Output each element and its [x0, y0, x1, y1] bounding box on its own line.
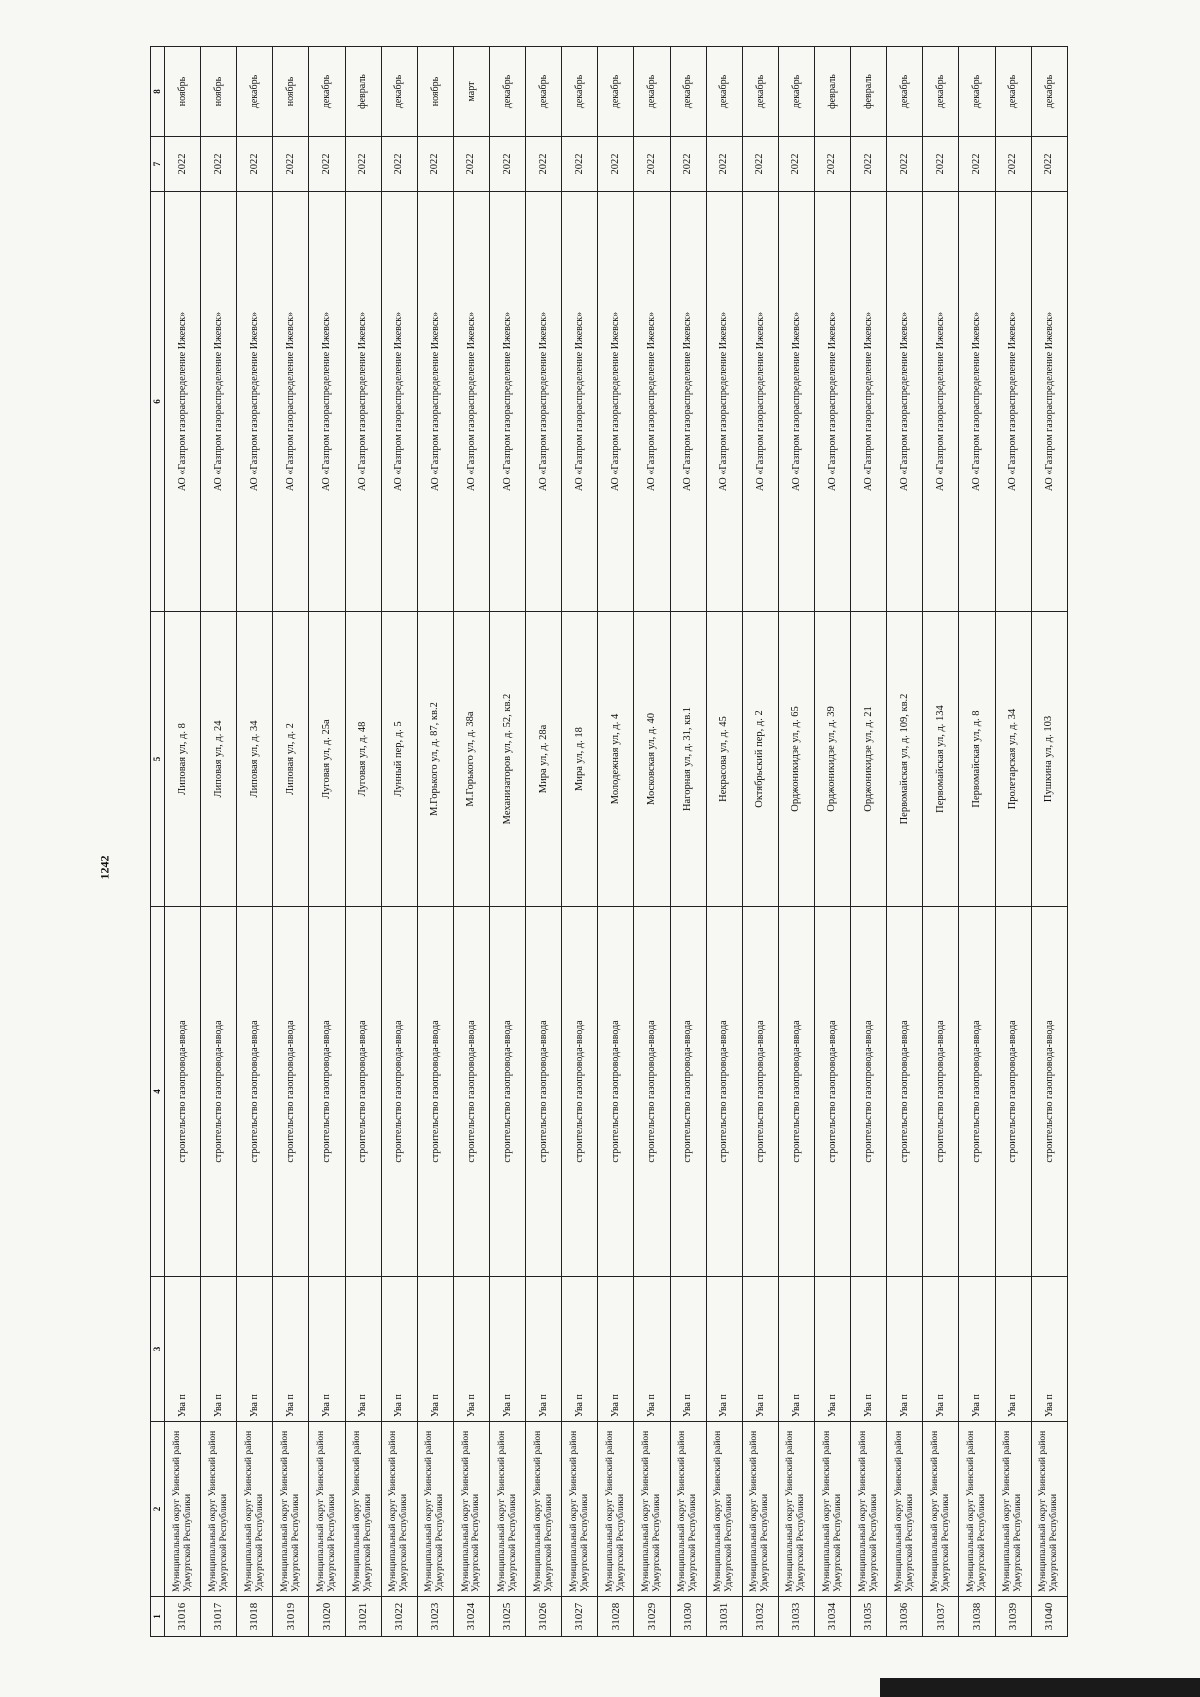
locality-cell: Ува п — [1031, 1277, 1067, 1422]
address-cell: Пушкина ул, д. 103 — [1031, 612, 1067, 907]
address-cell: Луговая ул, д. 25а — [309, 612, 345, 907]
municipality-cell: Муниципальный округ Увинский район Удмуртской Республики — [706, 1422, 742, 1597]
month-cell: ноябрь — [273, 47, 309, 137]
work-type-cell: строительство газопровода-ввода — [309, 907, 345, 1277]
operator-cell: АО «Газпром газораспределение Ижевск» — [995, 192, 1031, 612]
locality-cell: Ува п — [453, 1277, 489, 1422]
operator-cell: АО «Газпром газораспределение Ижевск» — [887, 192, 923, 612]
locality-cell: Ува п — [201, 1277, 237, 1422]
column-header-4: 4 — [151, 907, 165, 1277]
row-id-cell: 31027 — [562, 1597, 598, 1637]
operator-cell: АО «Газпром газораспределение Ижевск» — [778, 192, 814, 612]
month-cell: декабрь — [1031, 47, 1067, 137]
work-type-cell: строительство газопровода-ввода — [165, 907, 201, 1277]
municipality-cell: Муниципальный округ Увинский район Удмуртской Республики — [453, 1422, 489, 1597]
locality-cell: Ува п — [851, 1277, 887, 1422]
row-id-cell: 31029 — [634, 1597, 670, 1637]
month-cell: ноябрь — [201, 47, 237, 137]
column-header-1: 1 — [151, 1597, 165, 1637]
rotated-table-container — [150, 47, 1068, 1637]
operator-cell: АО «Газпром газораспределение Ижевск» — [634, 192, 670, 612]
address-cell: М.Горького ул, д. 87, кв.2 — [417, 612, 453, 907]
page-number — [96, 837, 114, 897]
month-cell: декабрь — [778, 47, 814, 137]
locality-cell: Ува п — [165, 1277, 201, 1422]
table-row — [778, 47, 814, 1637]
locality-cell: Ува п — [489, 1277, 525, 1422]
operator-cell: АО «Газпром газораспределение Ижевск» — [598, 192, 634, 612]
locality-cell: Ува п — [634, 1277, 670, 1422]
work-type-cell: строительство газопровода-ввода — [742, 907, 778, 1277]
municipality-cell: Муниципальный округ Увинский район Удмуртской Республики — [562, 1422, 598, 1597]
municipality-cell: Муниципальный округ Увинский район Удмуртской Республики — [381, 1422, 417, 1597]
address-cell: Орджоникидзе ул, д. 21 — [851, 612, 887, 907]
address-cell: Молодежная ул, д. 4 — [598, 612, 634, 907]
table-row — [851, 47, 887, 1637]
table-row — [814, 47, 850, 1637]
month-cell: декабрь — [598, 47, 634, 137]
operator-cell: АО «Газпром газораспределение Ижевск» — [309, 192, 345, 612]
table-row — [165, 47, 201, 1637]
table-header — [151, 47, 165, 1637]
row-id-cell: 31034 — [814, 1597, 850, 1637]
work-type-cell: строительство газопровода-ввода — [887, 907, 923, 1277]
operator-cell: АО «Газпром газораспределение Ижевск» — [670, 192, 706, 612]
year-cell: 2022 — [345, 137, 381, 192]
locality-cell: Ува п — [778, 1277, 814, 1422]
year-cell: 2022 — [778, 137, 814, 192]
month-cell: декабрь — [706, 47, 742, 137]
operator-cell: АО «Газпром газораспределение Ижевск» — [851, 192, 887, 612]
year-cell: 2022 — [887, 137, 923, 192]
operator-cell: АО «Газпром газораспределение Ижевск» — [201, 192, 237, 612]
address-cell: Первомайская ул, д. 134 — [923, 612, 959, 907]
work-type-cell: строительство газопровода-ввода — [345, 907, 381, 1277]
address-cell: Мира ул, д. 28а — [526, 612, 562, 907]
year-cell: 2022 — [309, 137, 345, 192]
row-id-cell: 31040 — [1031, 1597, 1067, 1637]
column-number-row — [151, 47, 165, 1637]
work-type-cell: строительство газопровода-ввода — [273, 907, 309, 1277]
year-cell: 2022 — [959, 137, 995, 192]
work-type-cell: строительство газопровода-ввода — [1031, 907, 1067, 1277]
locality-cell: Ува п — [237, 1277, 273, 1422]
year-cell: 2022 — [923, 137, 959, 192]
column-header-8: 8 — [151, 47, 165, 137]
row-id-cell: 31020 — [309, 1597, 345, 1637]
work-type-cell: строительство газопровода-ввода — [453, 907, 489, 1277]
work-type-cell: строительство газопровода-ввода — [923, 907, 959, 1277]
locality-cell: Ува п — [273, 1277, 309, 1422]
address-cell: Некрасова ул, д. 45 — [706, 612, 742, 907]
work-type-cell: строительство газопровода-ввода — [706, 907, 742, 1277]
address-cell: Липовая ул, д. 2 — [273, 612, 309, 907]
column-header-5: 5 — [151, 612, 165, 907]
operator-cell: АО «Газпром газораспределение Ижевск» — [381, 192, 417, 612]
table-row — [309, 47, 345, 1637]
locality-cell: Ува п — [562, 1277, 598, 1422]
locality-cell: Ува п — [526, 1277, 562, 1422]
month-cell: февраль — [851, 47, 887, 137]
month-cell: декабрь — [381, 47, 417, 137]
locality-cell: Ува п — [706, 1277, 742, 1422]
municipality-cell: Муниципальный округ Увинский район Удмуртской Республики — [201, 1422, 237, 1597]
scan-shadow-edge — [880, 1678, 1200, 1697]
municipality-cell: Муниципальный округ Увинский район Удмуртской Республики — [851, 1422, 887, 1597]
operator-cell: АО «Газпром газораспределение Ижевск» — [706, 192, 742, 612]
table-row — [1031, 47, 1067, 1637]
operator-cell: АО «Газпром газораспределение Ижевск» — [742, 192, 778, 612]
municipality-cell: Муниципальный округ Увинский район Удмуртской Республики — [165, 1422, 201, 1597]
work-type-cell: строительство газопровода-ввода — [598, 907, 634, 1277]
work-type-cell: строительство газопровода-ввода — [489, 907, 525, 1277]
locality-cell: Ува п — [417, 1277, 453, 1422]
year-cell: 2022 — [742, 137, 778, 192]
table-row — [670, 47, 706, 1637]
month-cell: декабрь — [959, 47, 995, 137]
municipality-cell: Муниципальный округ Увинский район Удмуртской Республики — [742, 1422, 778, 1597]
row-id-cell: 31022 — [381, 1597, 417, 1637]
locality-cell: Ува п — [959, 1277, 995, 1422]
month-cell: февраль — [814, 47, 850, 137]
gasification-table — [150, 46, 1068, 1637]
table-row — [923, 47, 959, 1637]
month-cell: декабрь — [309, 47, 345, 137]
row-id-cell: 31023 — [417, 1597, 453, 1637]
row-id-cell: 31039 — [995, 1597, 1031, 1637]
year-cell: 2022 — [995, 137, 1031, 192]
locality-cell: Ува п — [381, 1277, 417, 1422]
year-cell: 2022 — [489, 137, 525, 192]
year-cell: 2022 — [814, 137, 850, 192]
table-row — [887, 47, 923, 1637]
operator-cell: АО «Газпром газораспределение Ижевск» — [562, 192, 598, 612]
address-cell: Пролетарская ул, д. 34 — [995, 612, 1031, 907]
row-id-cell: 31018 — [237, 1597, 273, 1637]
operator-cell: АО «Газпром газораспределение Ижевск» — [959, 192, 995, 612]
year-cell: 2022 — [851, 137, 887, 192]
year-cell: 2022 — [670, 137, 706, 192]
work-type-cell: строительство газопровода-ввода — [417, 907, 453, 1277]
month-cell: декабрь — [923, 47, 959, 137]
table-row — [381, 47, 417, 1637]
table-row — [995, 47, 1031, 1637]
row-id-cell: 31028 — [598, 1597, 634, 1637]
column-header-7: 7 — [151, 137, 165, 192]
year-cell: 2022 — [598, 137, 634, 192]
operator-cell: АО «Газпром газораспределение Ижевск» — [489, 192, 525, 612]
row-id-cell: 31030 — [670, 1597, 706, 1637]
table-row — [742, 47, 778, 1637]
work-type-cell: строительство газопровода-ввода — [851, 907, 887, 1277]
table-row — [273, 47, 309, 1637]
year-cell: 2022 — [634, 137, 670, 192]
month-cell: декабрь — [742, 47, 778, 137]
year-cell: 2022 — [453, 137, 489, 192]
municipality-cell: Муниципальный округ Увинский район Удмуртской Республики — [634, 1422, 670, 1597]
month-cell: март — [453, 47, 489, 137]
work-type-cell: строительство газопровода-ввода — [201, 907, 237, 1277]
month-cell: декабрь — [995, 47, 1031, 137]
address-cell: Мира ул, д. 18 — [562, 612, 598, 907]
work-type-cell: строительство газопровода-ввода — [995, 907, 1031, 1277]
month-cell: декабрь — [634, 47, 670, 137]
month-cell: декабрь — [670, 47, 706, 137]
address-cell: Механизаторов ул, д. 52, кв.2 — [489, 612, 525, 907]
row-id-cell: 31033 — [778, 1597, 814, 1637]
address-cell: Первомайская ул, д. 109, кв.2 — [887, 612, 923, 907]
page-number-text: 1242 — [97, 855, 112, 879]
municipality-cell: Муниципальный округ Увинский район Удмуртской Республики — [1031, 1422, 1067, 1597]
address-cell: Орджоникидзе ул, д. 65 — [778, 612, 814, 907]
locality-cell: Ува п — [670, 1277, 706, 1422]
row-id-cell: 31016 — [165, 1597, 201, 1637]
year-cell: 2022 — [165, 137, 201, 192]
municipality-cell: Муниципальный округ Увинский район Удмуртской Республики — [237, 1422, 273, 1597]
address-cell: Московская ул, д. 40 — [634, 612, 670, 907]
table-row — [417, 47, 453, 1637]
address-cell: Липовая ул, д. 8 — [165, 612, 201, 907]
work-type-cell: строительство газопровода-ввода — [670, 907, 706, 1277]
table-row — [453, 47, 489, 1637]
operator-cell: АО «Газпром газораспределение Ижевск» — [814, 192, 850, 612]
municipality-cell: Муниципальный округ Увинский район Удмуртской Республики — [959, 1422, 995, 1597]
operator-cell: АО «Газпром газораспределение Ижевск» — [417, 192, 453, 612]
table-row — [562, 47, 598, 1637]
table-row — [201, 47, 237, 1637]
row-id-cell: 31017 — [201, 1597, 237, 1637]
work-type-cell: строительство газопровода-ввода — [381, 907, 417, 1277]
year-cell: 2022 — [1031, 137, 1067, 192]
locality-cell: Ува п — [923, 1277, 959, 1422]
month-cell: февраль — [345, 47, 381, 137]
address-cell: Луговая ул, д. 48 — [345, 612, 381, 907]
municipality-cell: Муниципальный округ Увинский район Удмуртской Республики — [598, 1422, 634, 1597]
work-type-cell: строительство газопровода-ввода — [562, 907, 598, 1277]
municipality-cell: Муниципальный округ Увинский район Удмуртской Республики — [814, 1422, 850, 1597]
locality-cell: Ува п — [887, 1277, 923, 1422]
locality-cell: Ува п — [742, 1277, 778, 1422]
table-row — [345, 47, 381, 1637]
month-cell: декабрь — [562, 47, 598, 137]
municipality-cell: Муниципальный округ Увинский район Удмуртской Республики — [778, 1422, 814, 1597]
row-id-cell: 31021 — [345, 1597, 381, 1637]
municipality-cell: Муниципальный округ Увинский район Удмуртской Республики — [887, 1422, 923, 1597]
row-id-cell: 31035 — [851, 1597, 887, 1637]
row-id-cell: 31019 — [273, 1597, 309, 1637]
month-cell: ноябрь — [165, 47, 201, 137]
address-cell: Нагорная ул, д. 31, кв.1 — [670, 612, 706, 907]
column-header-2: 2 — [151, 1422, 165, 1597]
work-type-cell: строительство газопровода-ввода — [526, 907, 562, 1277]
row-id-cell: 31038 — [959, 1597, 995, 1637]
month-cell: декабрь — [887, 47, 923, 137]
municipality-cell: Муниципальный округ Увинский район Удмуртской Республики — [345, 1422, 381, 1597]
address-cell: Октябрьский пер, д. 2 — [742, 612, 778, 907]
table-body — [165, 47, 1068, 1637]
row-id-cell: 31031 — [706, 1597, 742, 1637]
row-id-cell: 31024 — [453, 1597, 489, 1637]
table-row — [634, 47, 670, 1637]
address-cell: Липовая ул, д. 34 — [237, 612, 273, 907]
municipality-cell: Муниципальный округ Увинский район Удмуртской Республики — [489, 1422, 525, 1597]
table-row — [237, 47, 273, 1637]
month-cell: декабрь — [237, 47, 273, 137]
table-row — [706, 47, 742, 1637]
address-cell: М.Горького ул, д. 38а — [453, 612, 489, 907]
work-type-cell: строительство газопровода-ввода — [634, 907, 670, 1277]
operator-cell: АО «Газпром газораспределение Ижевск» — [273, 192, 309, 612]
work-type-cell: строительство газопровода-ввода — [959, 907, 995, 1277]
column-header-6: 6 — [151, 192, 165, 612]
year-cell: 2022 — [706, 137, 742, 192]
address-cell: Липовая ул, д. 24 — [201, 612, 237, 907]
municipality-cell: Муниципальный округ Увинский район Удмуртской Республики — [273, 1422, 309, 1597]
locality-cell: Ува п — [995, 1277, 1031, 1422]
locality-cell: Ува п — [814, 1277, 850, 1422]
address-cell: Лунный пер, д. 5 — [381, 612, 417, 907]
work-type-cell: строительство газопровода-ввода — [814, 907, 850, 1277]
year-cell: 2022 — [417, 137, 453, 192]
month-cell: декабрь — [526, 47, 562, 137]
table-row — [526, 47, 562, 1637]
operator-cell: АО «Газпром газораспределение Ижевск» — [526, 192, 562, 612]
municipality-cell: Муниципальный округ Увинский район Удмуртской Республики — [417, 1422, 453, 1597]
work-type-cell: строительство газопровода-ввода — [778, 907, 814, 1277]
operator-cell: АО «Газпром газораспределение Ижевск» — [165, 192, 201, 612]
municipality-cell: Муниципальный округ Увинский район Удмуртской Республики — [995, 1422, 1031, 1597]
row-id-cell: 31032 — [742, 1597, 778, 1637]
operator-cell: АО «Газпром газораспределение Ижевск» — [237, 192, 273, 612]
address-cell: Орджоникидзе ул, д. 39 — [814, 612, 850, 907]
column-header-3: 3 — [151, 1277, 165, 1422]
operator-cell: АО «Газпром газораспределение Ижевск» — [345, 192, 381, 612]
month-cell: декабрь — [489, 47, 525, 137]
address-cell: Первомайская ул, д. 8 — [959, 612, 995, 907]
municipality-cell: Муниципальный округ Увинский район Удмуртской Республики — [923, 1422, 959, 1597]
table-row — [489, 47, 525, 1637]
row-id-cell: 31037 — [923, 1597, 959, 1637]
municipality-cell: Муниципальный округ Увинский район Удмуртской Республики — [309, 1422, 345, 1597]
row-id-cell: 31025 — [489, 1597, 525, 1637]
municipality-cell: Муниципальный округ Увинский район Удмуртской Республики — [670, 1422, 706, 1597]
row-id-cell: 31036 — [887, 1597, 923, 1637]
table-row — [598, 47, 634, 1637]
work-type-cell: строительство газопровода-ввода — [237, 907, 273, 1277]
year-cell: 2022 — [381, 137, 417, 192]
year-cell: 2022 — [273, 137, 309, 192]
operator-cell: АО «Газпром газораспределение Ижевск» — [923, 192, 959, 612]
row-id-cell: 31026 — [526, 1597, 562, 1637]
year-cell: 2022 — [562, 137, 598, 192]
year-cell: 2022 — [201, 137, 237, 192]
table-row — [959, 47, 995, 1637]
year-cell: 2022 — [237, 137, 273, 192]
municipality-cell: Муниципальный округ Увинский район Удмуртской Республики — [526, 1422, 562, 1597]
month-cell: ноябрь — [417, 47, 453, 137]
locality-cell: Ува п — [309, 1277, 345, 1422]
locality-cell: Ува п — [345, 1277, 381, 1422]
operator-cell: АО «Газпром газораспределение Ижевск» — [453, 192, 489, 612]
year-cell: 2022 — [526, 137, 562, 192]
locality-cell: Ува п — [598, 1277, 634, 1422]
operator-cell: АО «Газпром газораспределение Ижевск» — [1031, 192, 1067, 612]
